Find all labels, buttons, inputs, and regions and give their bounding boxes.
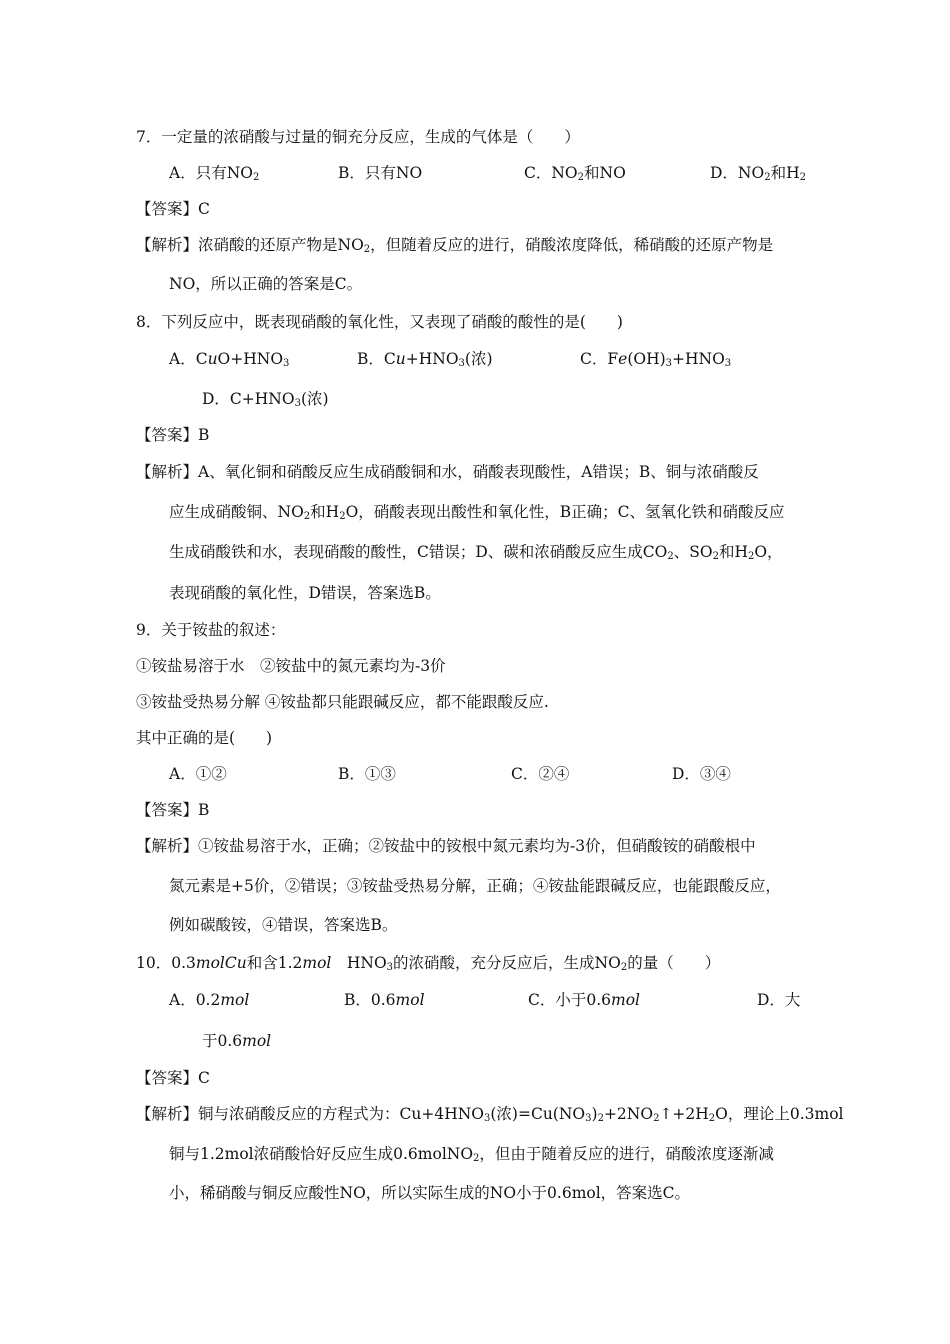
q9-statement-2: ③铵盐受热易分解 ④铵盐都只能跟碱反应，都不能跟酸反应. — [136, 693, 549, 711]
question-10-stem: 10．0.3molCu和含1.2mol $HNO_3$的浓硝酸，充分反应后，生成$NO_2$的量（ ） — [136, 954, 721, 973]
q8-option-d: D．$C+HNO_3$(浓) — [202, 390, 329, 409]
q8-option-b: B．$Cu+HNO_3$(浓) — [357, 350, 493, 369]
q8-analysis-line-1: 【解析】A、氧化铜和硝酸反应生成硝酸铜和水，硝酸表现酸性，A错误；B、铜与浓硝酸反 — [136, 463, 759, 481]
q7-answer: 【答案】C — [136, 200, 210, 218]
question-7-stem: 7．一定量的浓硝酸与过量的铜充分反应，生成的气体是（ ） — [136, 128, 580, 146]
q8-answer: 【答案】B — [136, 426, 210, 444]
q10-analysis-line-3: 小，稀硝酸与铜反应酸性NO，所以实际生成的NO小于0.6mol，答案选C。 — [169, 1184, 691, 1202]
q9-analysis-line-1: 【解析】①铵盐易溶于水，正确；②铵盐中的铵根中氮元素均为-3价，但硝酸铵的硝酸根中 — [136, 837, 756, 855]
q7-option-c: C．$NO_2$和NO — [524, 164, 626, 183]
q10-analysis-line-2: 铜与1.2mol浓硝酸恰好反应生成0.6molNO$_2$，但由于随着反应的进行，硝酸浓度逐渐减 — [169, 1145, 774, 1164]
q8-analysis-line-4: 表现硝酸的氧化性，D错误，答案选B。 — [169, 584, 441, 602]
q7-option-b: B．只有NO — [338, 164, 423, 182]
q8-analysis-line-2: 应生成硝酸铜、$NO_2$和$H_2O$，硝酸表现出酸性和氧化性，B正确；C、氢氧化铁和硝酸反应 — [169, 503, 785, 522]
q9-analysis-line-3: 例如碳酸铵，④错误，答案选B。 — [169, 916, 398, 934]
q7-analysis-line-2: NO，所以正确的答案是C。 — [169, 275, 363, 293]
q9-prompt: 其中正确的是( ) — [136, 729, 273, 747]
q9-option-d: D．③④ — [672, 765, 731, 783]
q10-option-a: A．0.2mol — [169, 991, 250, 1009]
q10-option-d-line-2: 于0.6mol — [202, 1032, 272, 1050]
q8-option-a: A．$CuO+HNO_3$ — [169, 350, 290, 369]
q10-answer: 【答案】C — [136, 1069, 210, 1087]
q8-option-c: C．$Fe(OH)_3+HNO_3$ — [580, 350, 732, 369]
q8-analysis-line-3: 生成硝酸铁和水，表现硝酸的酸性，C错误；D、碳和浓硝酸反应生成$CO_2$、$SO_2$和$H_2O$， — [169, 543, 783, 562]
q7-analysis-line-1: 【解析】浓硝酸的还原产物是$NO_2$，但随着反应的进行，硝酸浓度降低，稀硝酸的还原产物是 — [136, 236, 774, 255]
q9-option-a: A．①② — [169, 765, 227, 783]
q7-option-a: A．只有$NO_2$ — [169, 164, 260, 183]
q9-option-c: C．②④ — [511, 765, 570, 783]
q9-option-b: B．①③ — [338, 765, 396, 783]
q10-option-b: B．0.6mol — [344, 991, 425, 1009]
q9-statement-1: ①铵盐易溶于水 ②铵盐中的氮元素均为-3价 — [136, 657, 446, 675]
q9-analysis-line-2: 氮元素是+5价，②错误；③铵盐受热易分解，正确；④铵盐能跟碱反应，也能跟酸反应， — [169, 877, 781, 895]
question-8-stem: 8．下列反应中，既表现硝酸的氧化性，又表现了硝酸的酸性的是( ) — [136, 313, 623, 331]
q7-option-d: D．$NO_2$和$H_2$ — [710, 164, 806, 183]
q10-analysis-line-1: 【解析】铜与浓硝酸反应的方程式为：$Cu+4HNO_3$(浓)$=Cu(NO_3)_2+2NO_2↑+2H_2O$，理论上0.3mol — [136, 1105, 844, 1124]
question-9-stem: 9．关于铵盐的叙述： — [136, 621, 286, 639]
q9-answer: 【答案】B — [136, 801, 210, 819]
q10-option-d-line-1: D．大 — [757, 991, 801, 1009]
q10-option-c: C．小于0.6mol — [528, 991, 641, 1009]
